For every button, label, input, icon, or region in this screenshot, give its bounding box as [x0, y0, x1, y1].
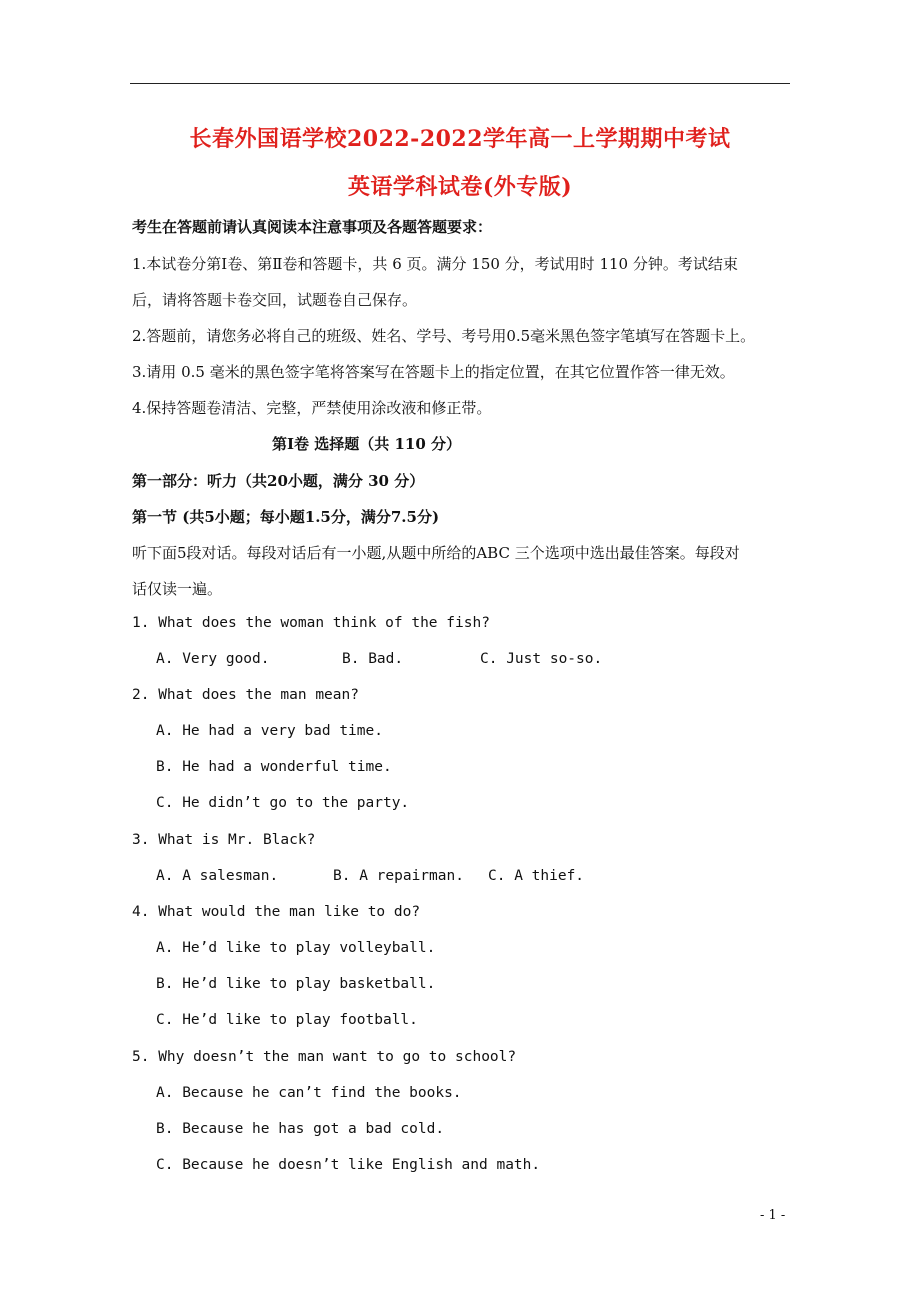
exam-title: 长春外国语学校2022-2022学年高一上学期期中考试 [189, 126, 731, 152]
instruction-1a: 1.本试卷分第Ⅰ卷、第Ⅱ卷和答题卡，共 6 页。满分 150 分，考试用时 110 分钟。考试结束 [132, 255, 738, 273]
question-2-option-b: B. He had a wonderful time. [156, 759, 392, 775]
question-4-option-a: A. He’d like to play volleyball. [156, 940, 436, 956]
section-title: 第一节 (共5小题；每小题1.5分，满分7.5分) [132, 508, 440, 526]
question-4-option-b: B. He’d like to play basketball. [156, 976, 436, 992]
option-b: B. Bad. [342, 651, 404, 667]
question-3-options [156, 868, 584, 884]
page-number: - 1 - [760, 1208, 786, 1223]
directions-a: 听下面5段对话。每段对话后有一小题,从题中所给的ABC 三个选项中选出最佳答案。每段对 [132, 544, 740, 562]
question-2-option-a: A. He had a very bad time. [156, 723, 383, 739]
question-1: 1. What does the woman think of the fish? [132, 615, 490, 631]
question-2-option-c: C. He didn’t go to the party. [156, 795, 410, 811]
question-5: 5. Why doesn’t the man want to go to school? [132, 1049, 517, 1065]
instruction-2: 2.答题前，请您务必将自己的班级、姓名、学号、考号用0.5毫米黑色签字笔填写在答题卡上。 [132, 327, 756, 345]
option-a: A. Very good. [156, 651, 270, 667]
header-rule [130, 83, 790, 84]
question-5-option-c: C. Because he doesn’t like English and math. [156, 1157, 541, 1173]
directions-b: 话仅读一遍。 [132, 580, 223, 598]
option-b: B. A repairman. [333, 868, 464, 884]
option-c: C. A thief. [488, 868, 585, 884]
instruction-3: 3.请用 0.5 毫米的黑色签字笔将答案写在答题卡上的指定位置，在其它位置作答一律无效。 [132, 363, 735, 381]
question-4: 4. What would the man like to do? [132, 904, 421, 920]
exam-subtitle: 英语学科试卷(外专版) [347, 174, 573, 200]
question-3: 3. What is Mr. Black? [132, 832, 316, 848]
question-2: 2. What does the man mean? [132, 687, 359, 703]
option-a: A. A salesman. [156, 868, 279, 884]
instructions-heading: 考生在答题前请认真阅读本注意事项及各题答题要求： [132, 218, 493, 236]
instruction-4: 4.保持答题卷清洁、完整，严禁使用涂改液和修正带。 [132, 399, 492, 417]
instruction-1b: 后，请将答题卡卷交回，试题卷自己保存。 [132, 291, 418, 309]
question-1-options [156, 651, 602, 667]
question-4-option-c: C. He’d like to play football. [156, 1012, 418, 1028]
question-5-option-b: B. Because he has got a bad cold. [156, 1121, 445, 1137]
question-5-option-a: A. Because he can’t find the books. [156, 1085, 462, 1101]
part-title: 第一部分：听力（共20小题，满分 30 分） [132, 472, 425, 490]
option-c: C. Just so-so. [480, 651, 603, 667]
volume-title: 第Ⅰ卷 选择题（共 110 分） [272, 435, 461, 453]
